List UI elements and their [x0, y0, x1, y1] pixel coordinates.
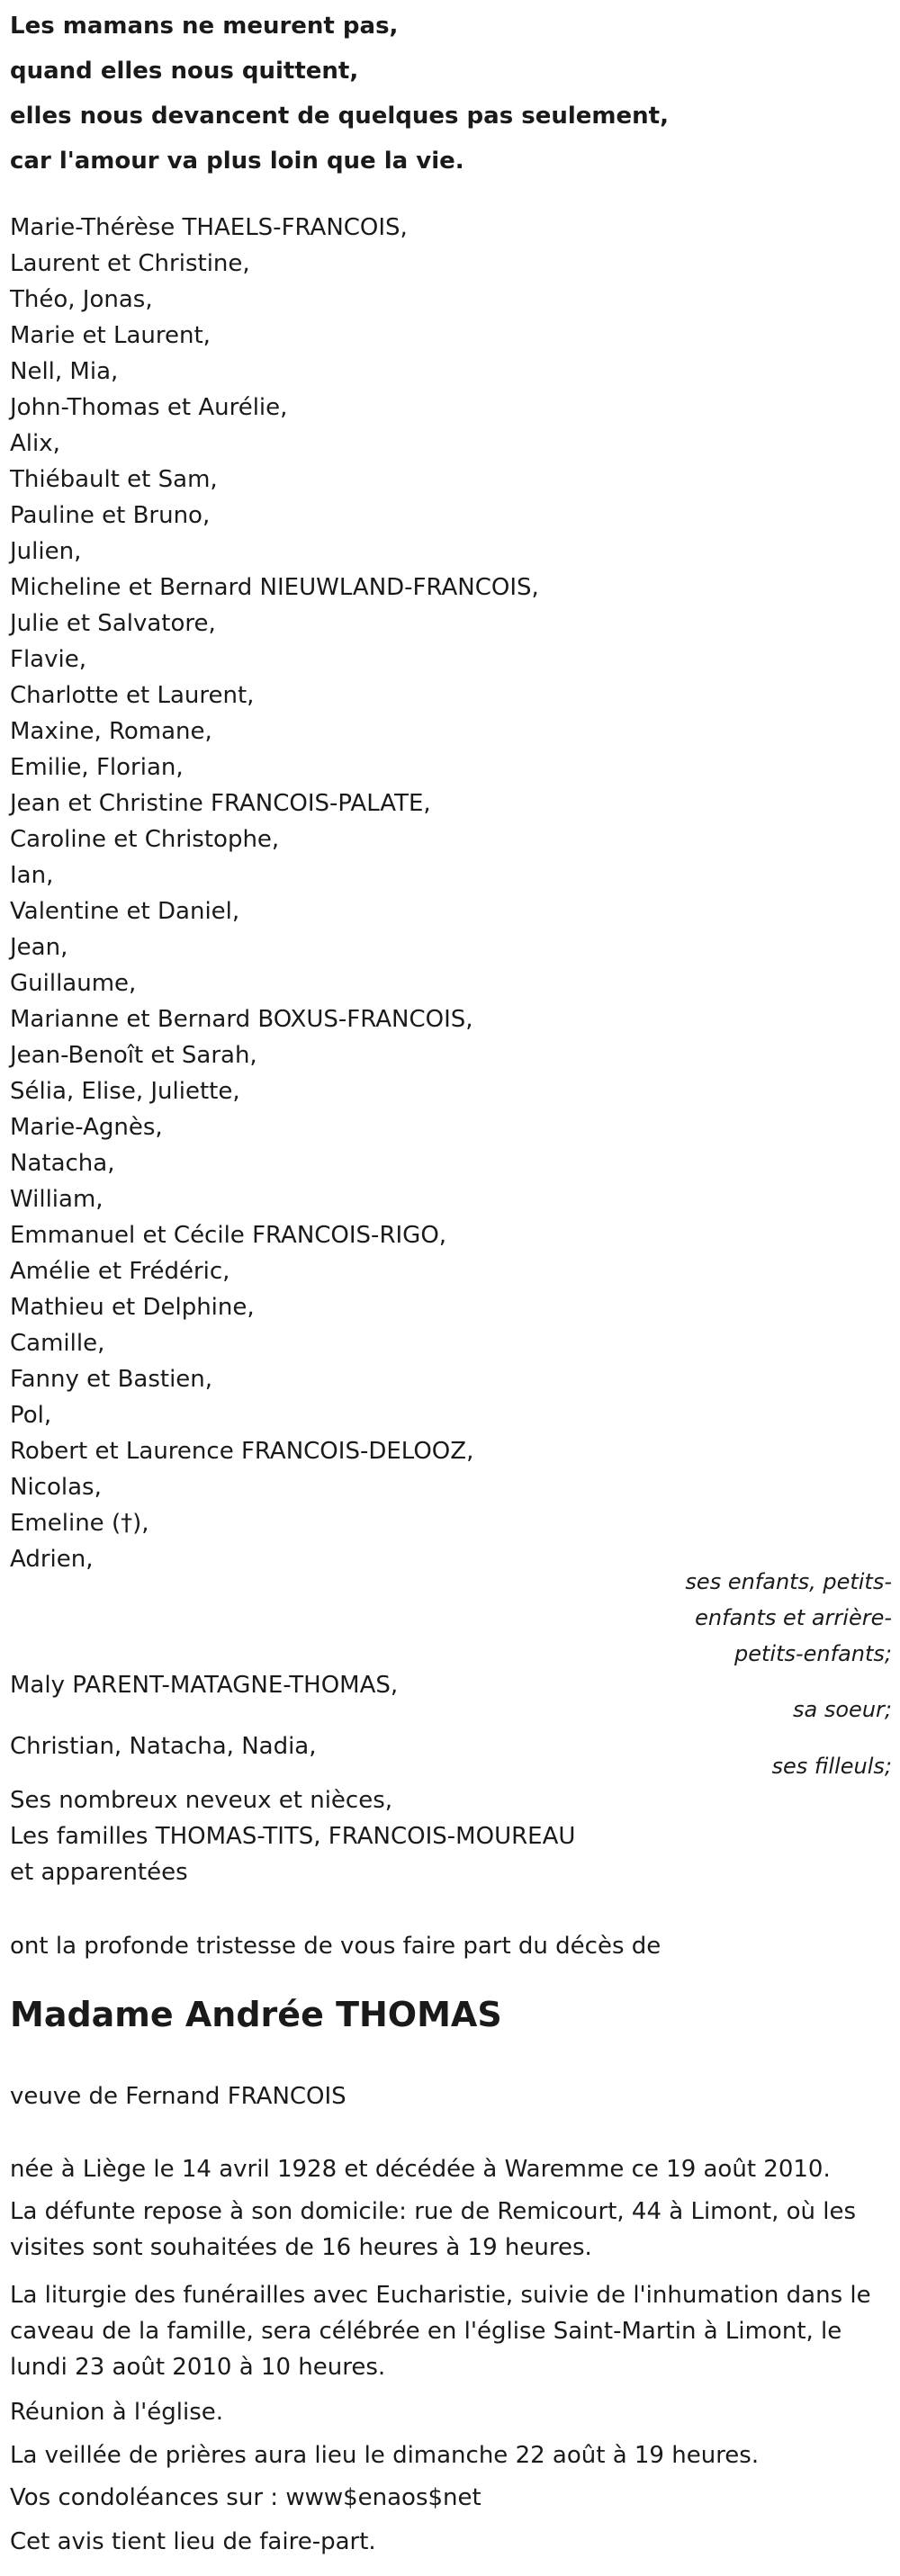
- family-name: Camille,: [10, 1330, 105, 1357]
- family-name: Caroline et Christophe,: [10, 826, 280, 853]
- liturgy: La liturgie des funérailles avec Eucharistie, suivie de l'inhumation dans le caveau de la famille, sera célébrée en l'église Saint-Martin à Limont, le lundi 23 août 2010 à 10 heures.: [10, 2282, 871, 2381]
- family-name: Marie-Agnès,: [10, 1114, 163, 1141]
- family-name: Emeline (†),: [10, 1510, 149, 1537]
- family-name: Thiébault et Sam,: [10, 466, 218, 493]
- family-name: William,: [10, 1186, 104, 1213]
- announcement: ont la profonde tristesse de vous faire part du décès de: [10, 1933, 662, 1960]
- relation-line: ses enfants, petits-: [685, 1569, 892, 1594]
- poem: [10, 4, 669, 184]
- family-name: Amélie et Frédéric,: [10, 1258, 230, 1285]
- family-name: Emmanuel et Cécile FRANCOIS-RIGO,: [10, 1222, 447, 1249]
- godchildren-names: Christian, Natacha, Nadia,: [10, 1733, 317, 1760]
- notice: Cet avis tient lieu de faire-part.: [10, 2528, 376, 2555]
- sister-relation: sa soeur;: [793, 1697, 892, 1722]
- relation-line: enfants et arrière-: [695, 1605, 892, 1630]
- family-name: Valentine et Daniel,: [10, 898, 240, 925]
- family-name: Emilie, Florian,: [10, 754, 184, 781]
- family-name: Charlotte et Laurent,: [10, 682, 255, 709]
- family-name: Laurent et Christine,: [10, 250, 250, 277]
- condolences: Vos condoléances sur : www$enaos$net: [10, 2484, 482, 2511]
- widow-of: veuve de Fernand FRANCOIS: [10, 2083, 346, 2110]
- family-name: Alix,: [10, 430, 60, 457]
- family-name: Maxine, Romane,: [10, 718, 212, 745]
- children-relation: [685, 1564, 892, 1672]
- family-name: Marie-Thérèse THAELS-FRANCOIS,: [10, 214, 408, 241]
- family-name: Micheline et Bernard NIEUWLAND-FRANCOIS,: [10, 574, 539, 601]
- family-name: Ian,: [10, 862, 54, 889]
- godchildren-relation: ses filleuls;: [771, 1754, 892, 1779]
- relation-line: petits-enfants;: [734, 1641, 892, 1666]
- poem-line: quand elles nous quittent,: [10, 58, 359, 85]
- family-name: Sélia, Elise, Juliette,: [10, 1078, 240, 1105]
- family-name: Pauline et Bruno,: [10, 502, 211, 529]
- family-name: Nicolas,: [10, 1474, 102, 1501]
- relatives: [10, 1782, 575, 1890]
- family-name: John-Thomas et Aurélie,: [10, 394, 288, 421]
- family-name: Fanny et Bastien,: [10, 1366, 213, 1393]
- poem-line: elles nous devancent de quelques pas seulement,: [10, 103, 669, 130]
- vigil: La veillée de prières aura lieu le dimanche 22 août à 19 heures.: [10, 2442, 760, 2469]
- family-name: Marie et Laurent,: [10, 322, 211, 349]
- rest-place: La défunte repose à son domicile: rue de Remicourt, 44 à Limont, où les visites sont souhaitées de 16 heures à 19 heures.: [10, 2198, 857, 2261]
- relatives-line: Ses nombreux neveux et nièces,: [10, 1787, 393, 1814]
- family-name: Natacha,: [10, 1150, 115, 1177]
- sister-name: Maly PARENT-MATAGNE-THOMAS,: [10, 1672, 399, 1699]
- family-name: Adrien,: [10, 1546, 94, 1573]
- poem-line: Les mamans ne meurent pas,: [10, 13, 399, 40]
- family-name: Pol,: [10, 1402, 52, 1429]
- family-name: Robert et Laurence FRANCOIS-DELOOZ,: [10, 1438, 474, 1465]
- family-name: Julie et Salvatore,: [10, 610, 216, 637]
- meeting: Réunion à l'église.: [10, 2399, 224, 2426]
- birth-death: née à Liège le 14 avril 1928 et décédée à Waremme ce 19 août 2010.: [10, 2156, 831, 2183]
- family-names-list: [10, 210, 539, 1577]
- relatives-line: Les familles THOMAS-TITS, FRANCOIS-MOUREAU: [10, 1823, 576, 1850]
- poem-line: car l'amour va plus loin que la vie.: [10, 148, 464, 175]
- family-name: Jean et Christine FRANCOIS-PALATE,: [10, 790, 431, 817]
- family-name: Jean-Benoît et Sarah,: [10, 1042, 257, 1069]
- deceased-name: Madame Andrée THOMAS: [10, 1995, 502, 2034]
- family-name: Guillaume,: [10, 970, 137, 997]
- family-name: Flavie,: [10, 646, 86, 673]
- family-name: Marianne et Bernard BOXUS-FRANCOIS,: [10, 1006, 473, 1033]
- family-name: Mathieu et Delphine,: [10, 1294, 255, 1321]
- family-name: Théo, Jonas,: [10, 286, 153, 313]
- relatives-line: et apparentées: [10, 1859, 188, 1886]
- family-name: Nell, Mia,: [10, 358, 119, 385]
- family-name: Jean,: [10, 934, 68, 961]
- family-name: Julien,: [10, 538, 82, 565]
